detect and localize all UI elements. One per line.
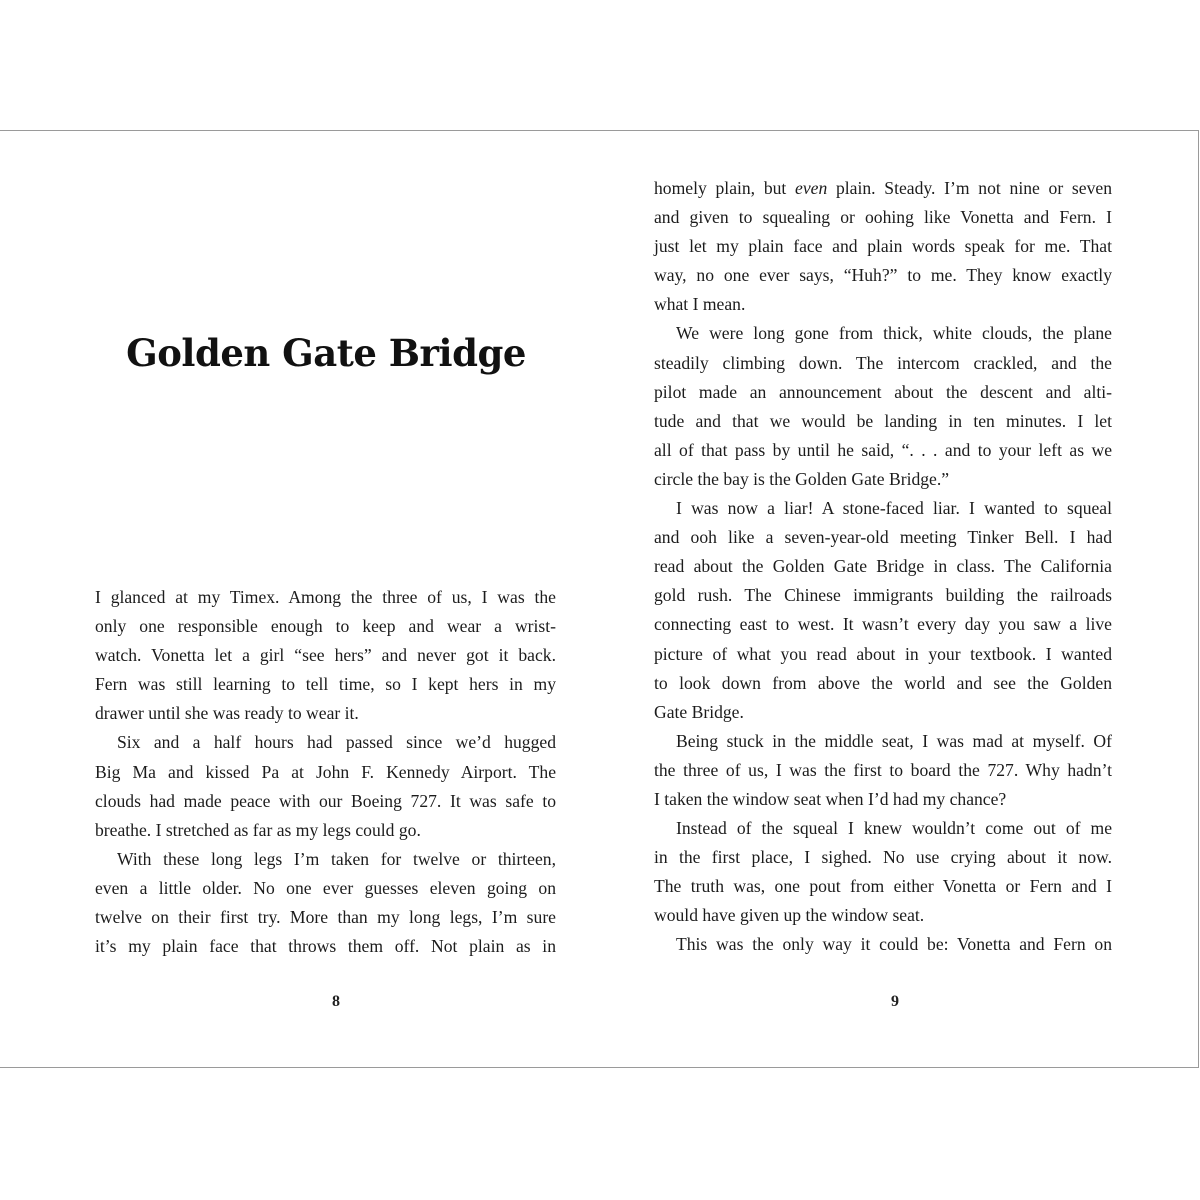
text-line: gold rush. The Chinese immigrants building the railroads — [654, 585, 1112, 606]
text-line: twelve on their first try. More than my long legs, I’m sure — [95, 907, 556, 928]
text-line: to look down from above the world and see the Golden — [654, 672, 1112, 693]
text-line: and given to squealing or oohing like Vonetta and Fern. I — [654, 207, 1112, 228]
text-line: would have given up the window seat. — [654, 905, 925, 926]
book-spread — [0, 130, 1199, 1068]
text-line: in the first place, I sighed. No use crying about it now. — [654, 847, 1112, 868]
text-line: With these long legs I’m taken for twelve or thirteen, — [117, 848, 556, 869]
right-page-body — [654, 174, 1112, 960]
text-line: I taken the window seat when I’d had my chance? — [654, 788, 1007, 809]
text-line: what I mean. — [654, 294, 746, 315]
text-line: drawer until she was ready to wear it. — [95, 703, 359, 724]
text-line: I glanced at my Timex. Among the three of us, I was the — [95, 587, 556, 607]
text-line: clouds had made peace with our Boeing 727. It was safe to — [95, 790, 556, 811]
page-number-left: 8 — [332, 993, 340, 1010]
text-line: just let my plain face and plain words speak for me. That — [654, 236, 1112, 257]
text-line: Gate Bridge. — [654, 701, 744, 722]
text-line: Fern was still learning to tell time, so I kept hers in my — [95, 674, 556, 695]
page-number-right: 9 — [891, 993, 899, 1010]
text-line: and ooh like a seven-year-old meeting Tinker Bell. I had — [654, 527, 1112, 548]
text-line: it’s my plain face that throws them off. Not plain as in — [95, 936, 556, 957]
text-line: We were long gone from thick, white clouds, the plane — [676, 323, 1112, 344]
text-line: breathe. I stretched as far as my legs could go. — [95, 819, 421, 840]
text-line: Six and a half hours had passed since we’d hugged — [117, 732, 556, 753]
text-line: way, no one ever says, “Huh?” to me. They know exactly — [654, 265, 1112, 286]
text-line: read about the Golden Gate Bridge in class. The California — [654, 556, 1112, 577]
text-line: Being stuck in the middle seat, I was mad at myself. Of — [676, 730, 1112, 751]
left-page-body — [95, 583, 556, 961]
text-line: Instead of the squeal I knew wouldn’t come out of me — [676, 818, 1112, 839]
text-line: steadily climbing down. The intercom crackled, and the — [654, 352, 1112, 373]
text-line: Big Ma and kissed Pa at John F. Kennedy Airport. The — [95, 761, 556, 782]
text-line: all of that pass by until he said, “. . . and to your left as we — [654, 439, 1112, 460]
emphasis: even — [795, 178, 828, 198]
left-page — [0, 131, 600, 1067]
text-line: only one responsible enough to keep and wear a wrist- — [95, 616, 556, 637]
right-page — [600, 131, 1199, 1067]
text-line: tude and that we would be landing in ten minutes. I let — [654, 410, 1112, 431]
text-line: connecting east to west. It wasn’t every day you saw a live — [654, 614, 1112, 635]
text-line: the three of us, I was the first to board the 727. Why hadn’t — [654, 759, 1112, 780]
text-line: This was the only way it could be: Vonetta and Fern on — [676, 934, 1112, 955]
text-line: circle the bay is the Golden Gate Bridge.” — [654, 468, 950, 489]
chapter-title: Golden Gate Bridge — [126, 331, 526, 375]
text-line: picture of what you read about in your textbook. I wanted — [654, 643, 1112, 664]
text-line: The truth was, one pout from either Vonetta or Fern and I — [654, 876, 1112, 897]
text-line: homely plain, but even plain. Steady. I’m not nine or seven — [654, 178, 1112, 198]
text-line: pilot made an announcement about the descent and alti- — [654, 381, 1112, 402]
text-line: even a little older. No one ever guesses eleven going on — [95, 877, 556, 898]
text-line: watch. Vonetta let a girl “see hers” and never got it back. — [95, 645, 556, 666]
text-line: I was now a liar! A stone-faced liar. I wanted to squeal — [676, 498, 1112, 519]
